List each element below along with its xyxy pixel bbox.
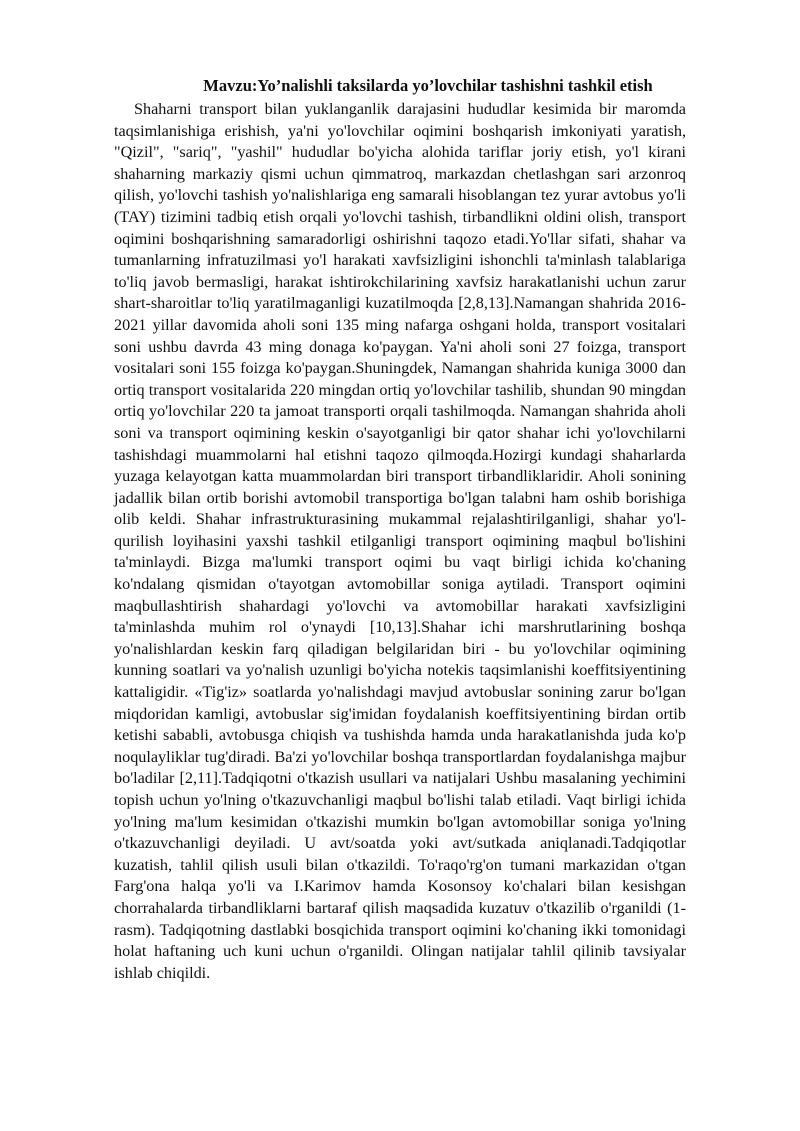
- body-paragraph: Shaharni transport bilan yuklanganlik darajasini hududlar kesimida bir maromda taqsimlanishiga erishish, ya'ni yo'lovchilar oqimini boshqarish imkoniyati yaratish, "Qizil", "sariq", "yashil" hududlar bo'yicha alohida tariflar joriy etish, yo'l kirani shaharning markaziy qismi uchun qimmatroq, markazdan chetlashgan sari arzonroq qilish, yo'lovchi tashish yo'nalishlariga eng samarali hisoblangan tez yurar avtobus yo'li (TAY) tizimini tadbiq etish orqali yo'lovchi tashish, tirbandlikni oldini olish, transport oqimini boshqarishning samaradorligi oshirishni taqozo etadi.Yo'llar sifati, shahar va tumanlarning infratuzilmasi yo'l harakati xavfsizligini ishonchli ta'minlash talablariga to'liq javob bermasligi, harakat ishtirokchilarining xavfsiz harakatlanishi uchun zarur shart-sharoitlar to'liq yaratilmaganligi kuzatilmoqda [2,8,13].Namangan shahrida 2016-2021 yillar davomida aholi soni 135 ming nafarga oshgani holda, transport vositalari soni ushbu davrda 43 ming donaga ko'paygan. Ya'ni aholi soni 27 foizga, transport vositalari soni 155 foizga ko'paygan.Shuningdek, Namangan shahrida kuniga 3000 dan ortiq transport vositalarida 220 mingdan ortiq yo'lovchilar tashilib, shundan 90 mingdan ortiq yo'lovchilar 220 ta jamoat transporti orqali tashilmoqda. Namangan shahrida aholi soni va transport oqimining keskin o'sayotganligi bir qator shahar ichi yo'lovchilarni tashishdagi muammolarni hal etishni taqozo qilmoqda.Hozirgi kundagi shaharlarda yuzaga kelayotgan katta muammolardan biri transport tirbandliklaridir. Aholi sonining jadallik bilan ortib borishi avtomobil transportiga bo'lgan talabni ham oshib borishiga olib keldi. Shahar infrastrukturasining mukammal rejalashtirilganligi, shahar yo'l-qurilish loyihasini yaxshi tashkil etilganligi transport oqimining maqbul bo'lishini ta'minlaydi. Bizga ma'lumki transport oqimi bu vaqt birligi ichida ko'chaning ko'ndalang qismidan o'tayotgan avtomobillar soniga aytiladi. Transport oqimini maqbullashtirish shahardagi yo'lovchi va avtomobillar harakati xavfsizligini ta'minlashda muhim rol o'ynaydi [10,13].Shahar ichi marshrutlarining boshqa yo'nalishlardan keskin farq qiladigan belgilaridan biri - bu yo'lovchilar oqimining kunning soatlari va yo'nalish uzunligi bo'yicha notekis taqsimlanishi koeffitsiyentining kattaligidir. «Tig'iz» soatlarda yo'nalishdagi mavjud avtobuslar sonining zarur bo'lgan miqdoridan kamligi, avtobuslar sig'imidan foydalanish koeffitsiyentining birdan ortib ketishi sababli, avtobusga chiqish va tushishda hamda unda harakatlanishda juda ko'p noqulayliklar tug'diradi. Ba'zi yo'lovchilar boshqa transportlardan foydalanishga majbur bo'ladilar [2,11].Tadqiqotni o'tkazish usullari va natijalari Ushbu masalaning yechimini topish uchun yo'lning o'tkazuvchanligi maqbul bo'lishi talab etiladi. Vaqt birligi ichida yo'lning ma'lum kesimidan o'tkazishi mumkin bo'lgan avtomobillar soniga yo'lning o'tkazuvchanligi deyiladi. U avt/soatda yoki avt/sutkada aniqlanadi.Tadqiqotlar kuzatish, tahlil qilish usuli bilan o'tkazildi. To'raqo'rg'on tumani markazidan o'tgan Farg'ona halqa yo'li va I.Karimov hamda Kosonsoy ko'chalari bilan kesishgan chorrahalarda tirbandliklarni bartaraf qilish maqsadida kuzatuv o'tkazilib o'rganildi (1-rasm). Tadqiqotning dastlabki bosqichida transport oqimini ko'chaning ikki tomonidagi holat haftaning uch kuni uchun o'rganildi. Olingan natijalar tahlil qilinib tavsiyalar ishlab chiqildi.: [114, 100, 686, 982]
- document-title: Mavzu:Yo’nalishli taksilarda yo’lovchilar tashishni tashkil etish: [203, 76, 653, 95]
- document-page: [114, 75, 686, 984]
